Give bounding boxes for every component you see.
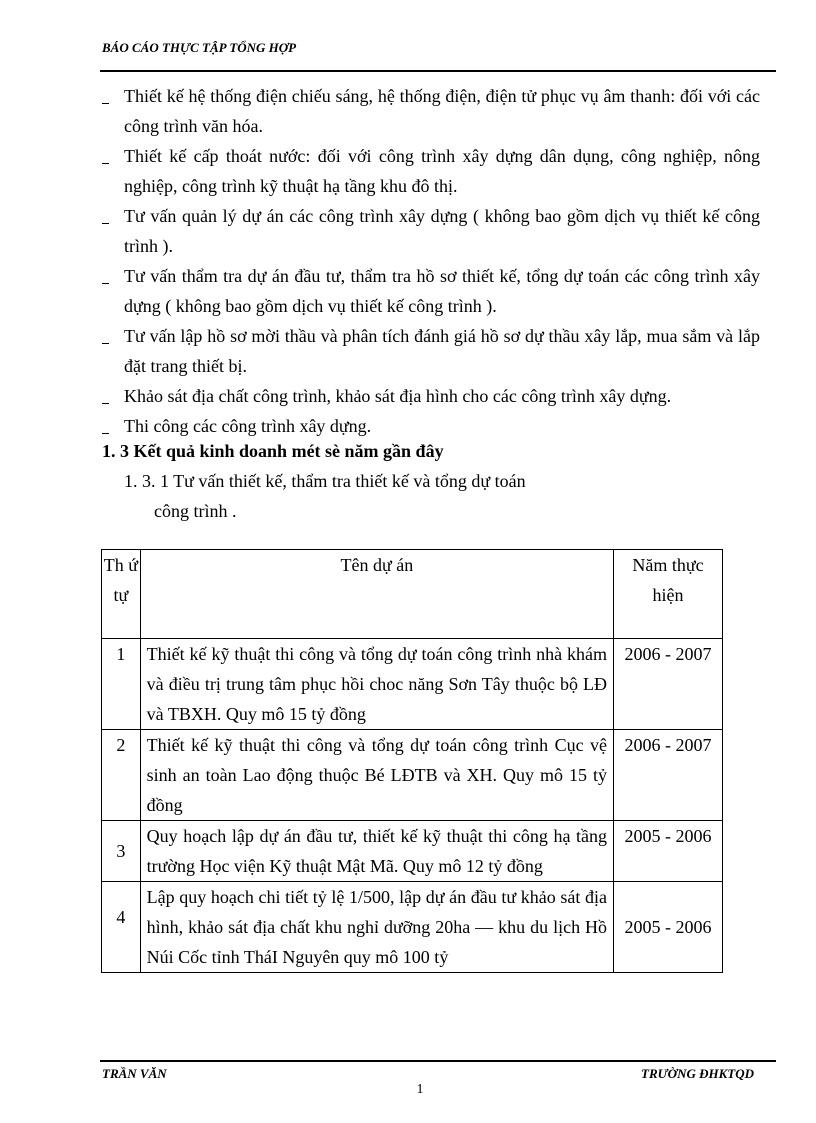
dash-icon (100, 81, 124, 141)
footer-author: TRẦN VĂN (102, 1066, 167, 1081)
header-cell-year: Năm thực hiện (614, 550, 723, 639)
row-number: 1 (102, 639, 141, 730)
service-list (100, 81, 760, 441)
header-title: BÁO CÁO THỰC TẬP TỔNG HỢP (102, 40, 297, 55)
section-heading: 1. 3 Kết quả kinh doanh mét sè năm gần đây (102, 441, 444, 461)
list-item (100, 261, 760, 321)
table-header-row (102, 550, 723, 639)
project-name: Quy hoạch lập dự án đầu tư, thiết kế kỹ thuật thi công hạ tầng trường Học viện Kỹ thuật Mật Mã. Quy mô 12 tỷ đồng (140, 821, 613, 882)
project-name: Lập quy hoạch chi tiết tỷ lệ 1/500, lập dự án đầu tư khảo sát địa hình, khảo sát địa chất khu nghỉ dưỡng 20ha — khu du lịch Hồ Núi Cốc tỉnh TháI Nguyên quy mô 100 tỷ (140, 882, 613, 973)
project-year: 2005 - 2006 (614, 821, 723, 882)
table-row (102, 730, 723, 821)
list-item-text: Thiết kế cấp thoát nước: đối với công trình xây dựng dân dụng, công nghiệp, nông nghiệp, công trình kỹ thuật hạ tầng khu đô thị. (124, 146, 760, 196)
row-number: 4 (102, 882, 141, 973)
project-year: 2006 - 2007 (614, 730, 723, 821)
table-row (102, 821, 723, 882)
row-number: 2 (102, 730, 141, 821)
footer-school: TRƯỜNG ĐHKTQD (641, 1066, 754, 1081)
table-row (102, 639, 723, 730)
project-name: Thiết kế kỹ thuật thi công và tổng dự toán công trình Cục vệ sinh an toàn Lao động thuộc Bé LĐTB và XH. Quy mô 15 tỷ đồng (140, 730, 613, 821)
list-item (100, 381, 760, 411)
row-number: 3 (102, 821, 141, 882)
list-item-text: Thi công các công trình xây dựng. (124, 416, 372, 436)
subsection-heading-line2: công trình . (154, 501, 237, 521)
list-item-text: Tư vấn thẩm tra dự án đầu tư, thẩm tra hồ sơ thiết kế, tổng dự toán các công trình xây dựng ( không bao gồm dịch vụ thiết kế công trình ). (124, 266, 760, 316)
dash-icon (100, 141, 124, 201)
list-item (100, 141, 760, 201)
project-name: Thiết kế kỹ thuật thi công và tổng dự toán công trình nhà khám và điều trị trung tâm phục hồi choc năng Sơn Tây thuộc bộ LĐ và TBXH. Quy mô 15 tỷ đồng (140, 639, 613, 730)
list-item (100, 81, 760, 141)
list-item-text: Khảo sát địa chất công trình, khảo sát địa hình cho các công trình xây dựng. (124, 386, 672, 406)
header-cell-order: Th ứ tự (102, 550, 141, 639)
page-number: 1 (416, 1082, 424, 1097)
header-cell-project: Tên dự án (140, 550, 613, 639)
project-table (101, 549, 723, 973)
dash-icon (100, 201, 124, 261)
dash-icon (100, 261, 124, 321)
list-item (100, 201, 760, 261)
subsection-heading (124, 466, 584, 526)
list-item (100, 321, 760, 381)
list-item-text: Tư vấn lập hồ sơ mời thầu và phân tích đánh giá hồ sơ dự thầu xây lắp, mua sắm và lắp đặt trang thiết bị. (124, 326, 760, 376)
list-item-text: Thiết kế hệ thống điện chiếu sáng, hệ thống điện, điện tử phục vụ âm thanh: đối với các công trình văn hóa. (124, 86, 760, 136)
header-divider (100, 70, 776, 72)
project-year: 2006 - 2007 (614, 639, 723, 730)
dash-icon (100, 381, 124, 411)
subsection-heading-line1: 1. 3. 1 Tư vấn thiết kế, thẩm tra thiết kế và tổng dự toán (124, 471, 526, 491)
project-year: 2005 - 2006 (614, 882, 723, 973)
table-row (102, 882, 723, 973)
dash-icon (100, 321, 124, 381)
footer-divider (100, 1060, 776, 1062)
list-item-text: Tư vấn quản lý dự án các công trình xây dựng ( không bao gồm dịch vụ thiết kế công trình ). (124, 206, 760, 256)
